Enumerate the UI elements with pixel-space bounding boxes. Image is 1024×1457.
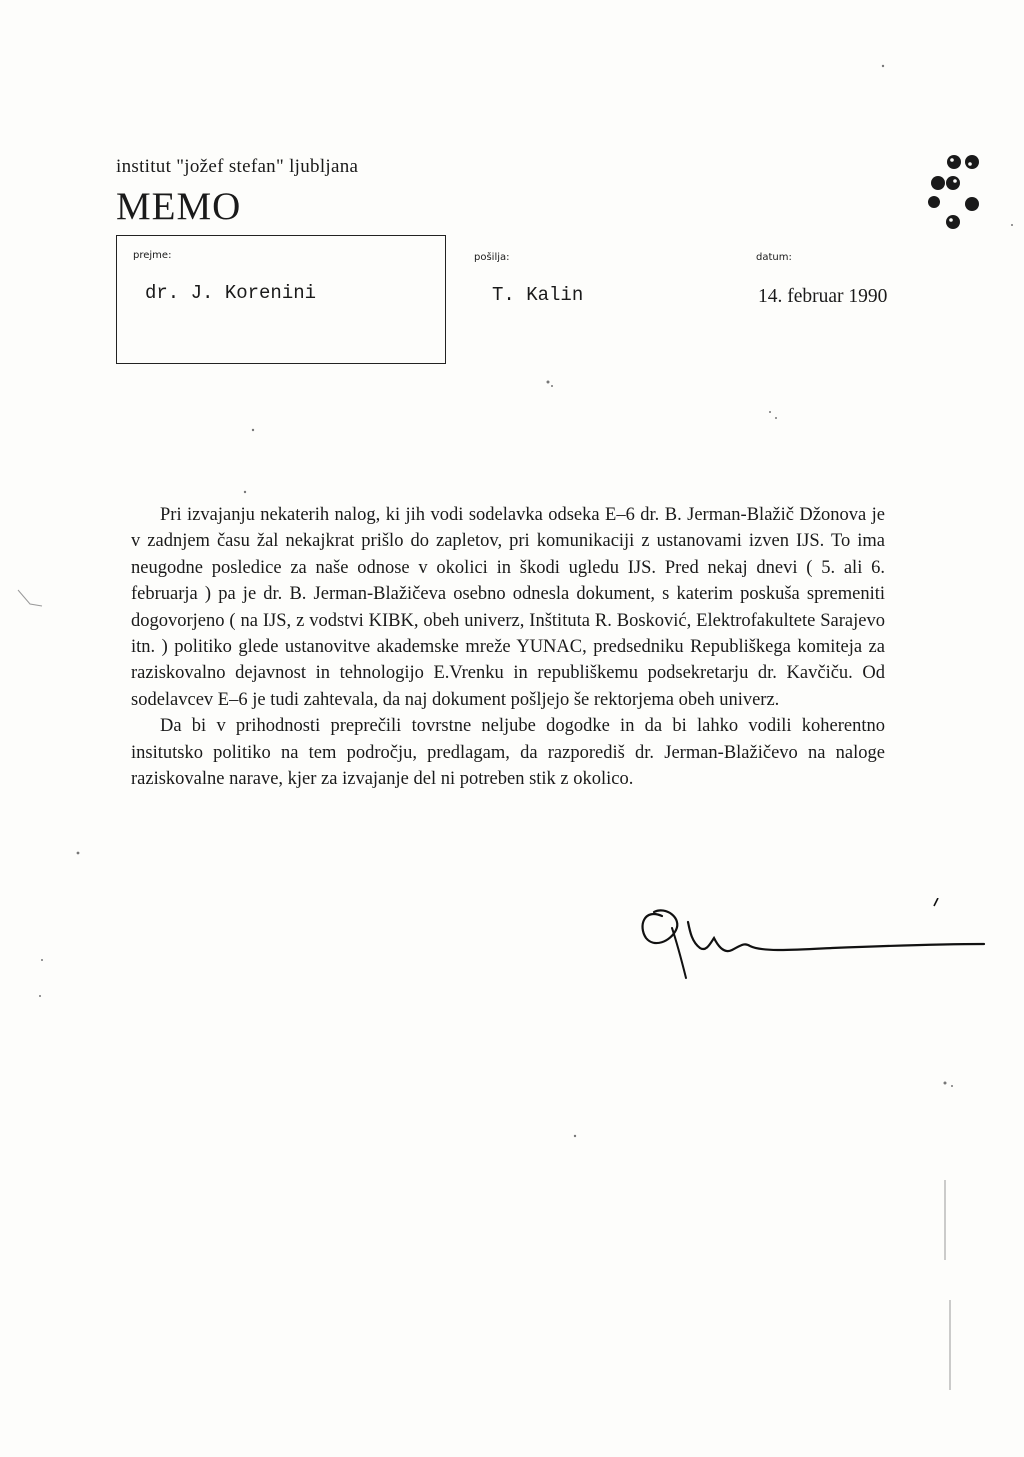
- sender-name: T. Kalin: [492, 284, 584, 306]
- date-label: datum:: [756, 252, 792, 263]
- recipient-name: dr. J. Korenini: [145, 282, 317, 304]
- institute-logo-icon: [922, 150, 992, 238]
- memo-body: [131, 502, 885, 792]
- recipient-label: prejme:: [133, 250, 172, 261]
- memo-date: 14. februar 1990: [758, 286, 888, 307]
- body-paragraph-1: Pri izvajanju nekaterih nalog, ki jih vodi sodelavka odseka E–6 dr. B. Jerman-Blažič Džonova je v zadnjem času žal nekajkrat prišlo do zapletov, pri komunikaciji z ustanovami izven IJS. To ima neugodne posledice za naše odnose v okolici in škodi ugledu IJS. Pred nekaj dnevi ( 5. ali 6. februarja ) pa je dr. B. Jerman-Blažičeva osebno odnesla dokument, s katerim poskuša spremeniti dogovorjeno ( na IJS, z vodstvi KIBK, obeh univerz, Inštituta R. Bosković, Elektrofakultete Sarajevo itn. ) politiko glede ustanovitve akademske mreže YUNAC, predsedniku Republiškega komiteja za raziskovalno dejavnost in tehnologijo E.Vrenku in republiškemu podsekretarju dr. Kavčiču. Od sodelavcev E–6 je tudi zahtevala, da naj dokument pošljejo še rektorjema obeh univerz.: [131, 505, 885, 710]
- handwritten-signature: [632, 898, 992, 988]
- institute-name: institut "jožef stefan" ljubljana: [116, 156, 359, 177]
- memo-title: MEMO: [116, 185, 242, 228]
- body-paragraph-2: Da bi v prihodnosti preprečili tovrstne neljube dogodke in da bi lahko vodili koherentno insitutsko politiko na tem področju, predlagam, da razporediš dr. Jerman-Blažičevo na naloge raziskovalne narave, kjer za izvajanje del ni potreben stik z okolico.: [131, 716, 885, 790]
- sender-label: pošilja:: [474, 252, 510, 263]
